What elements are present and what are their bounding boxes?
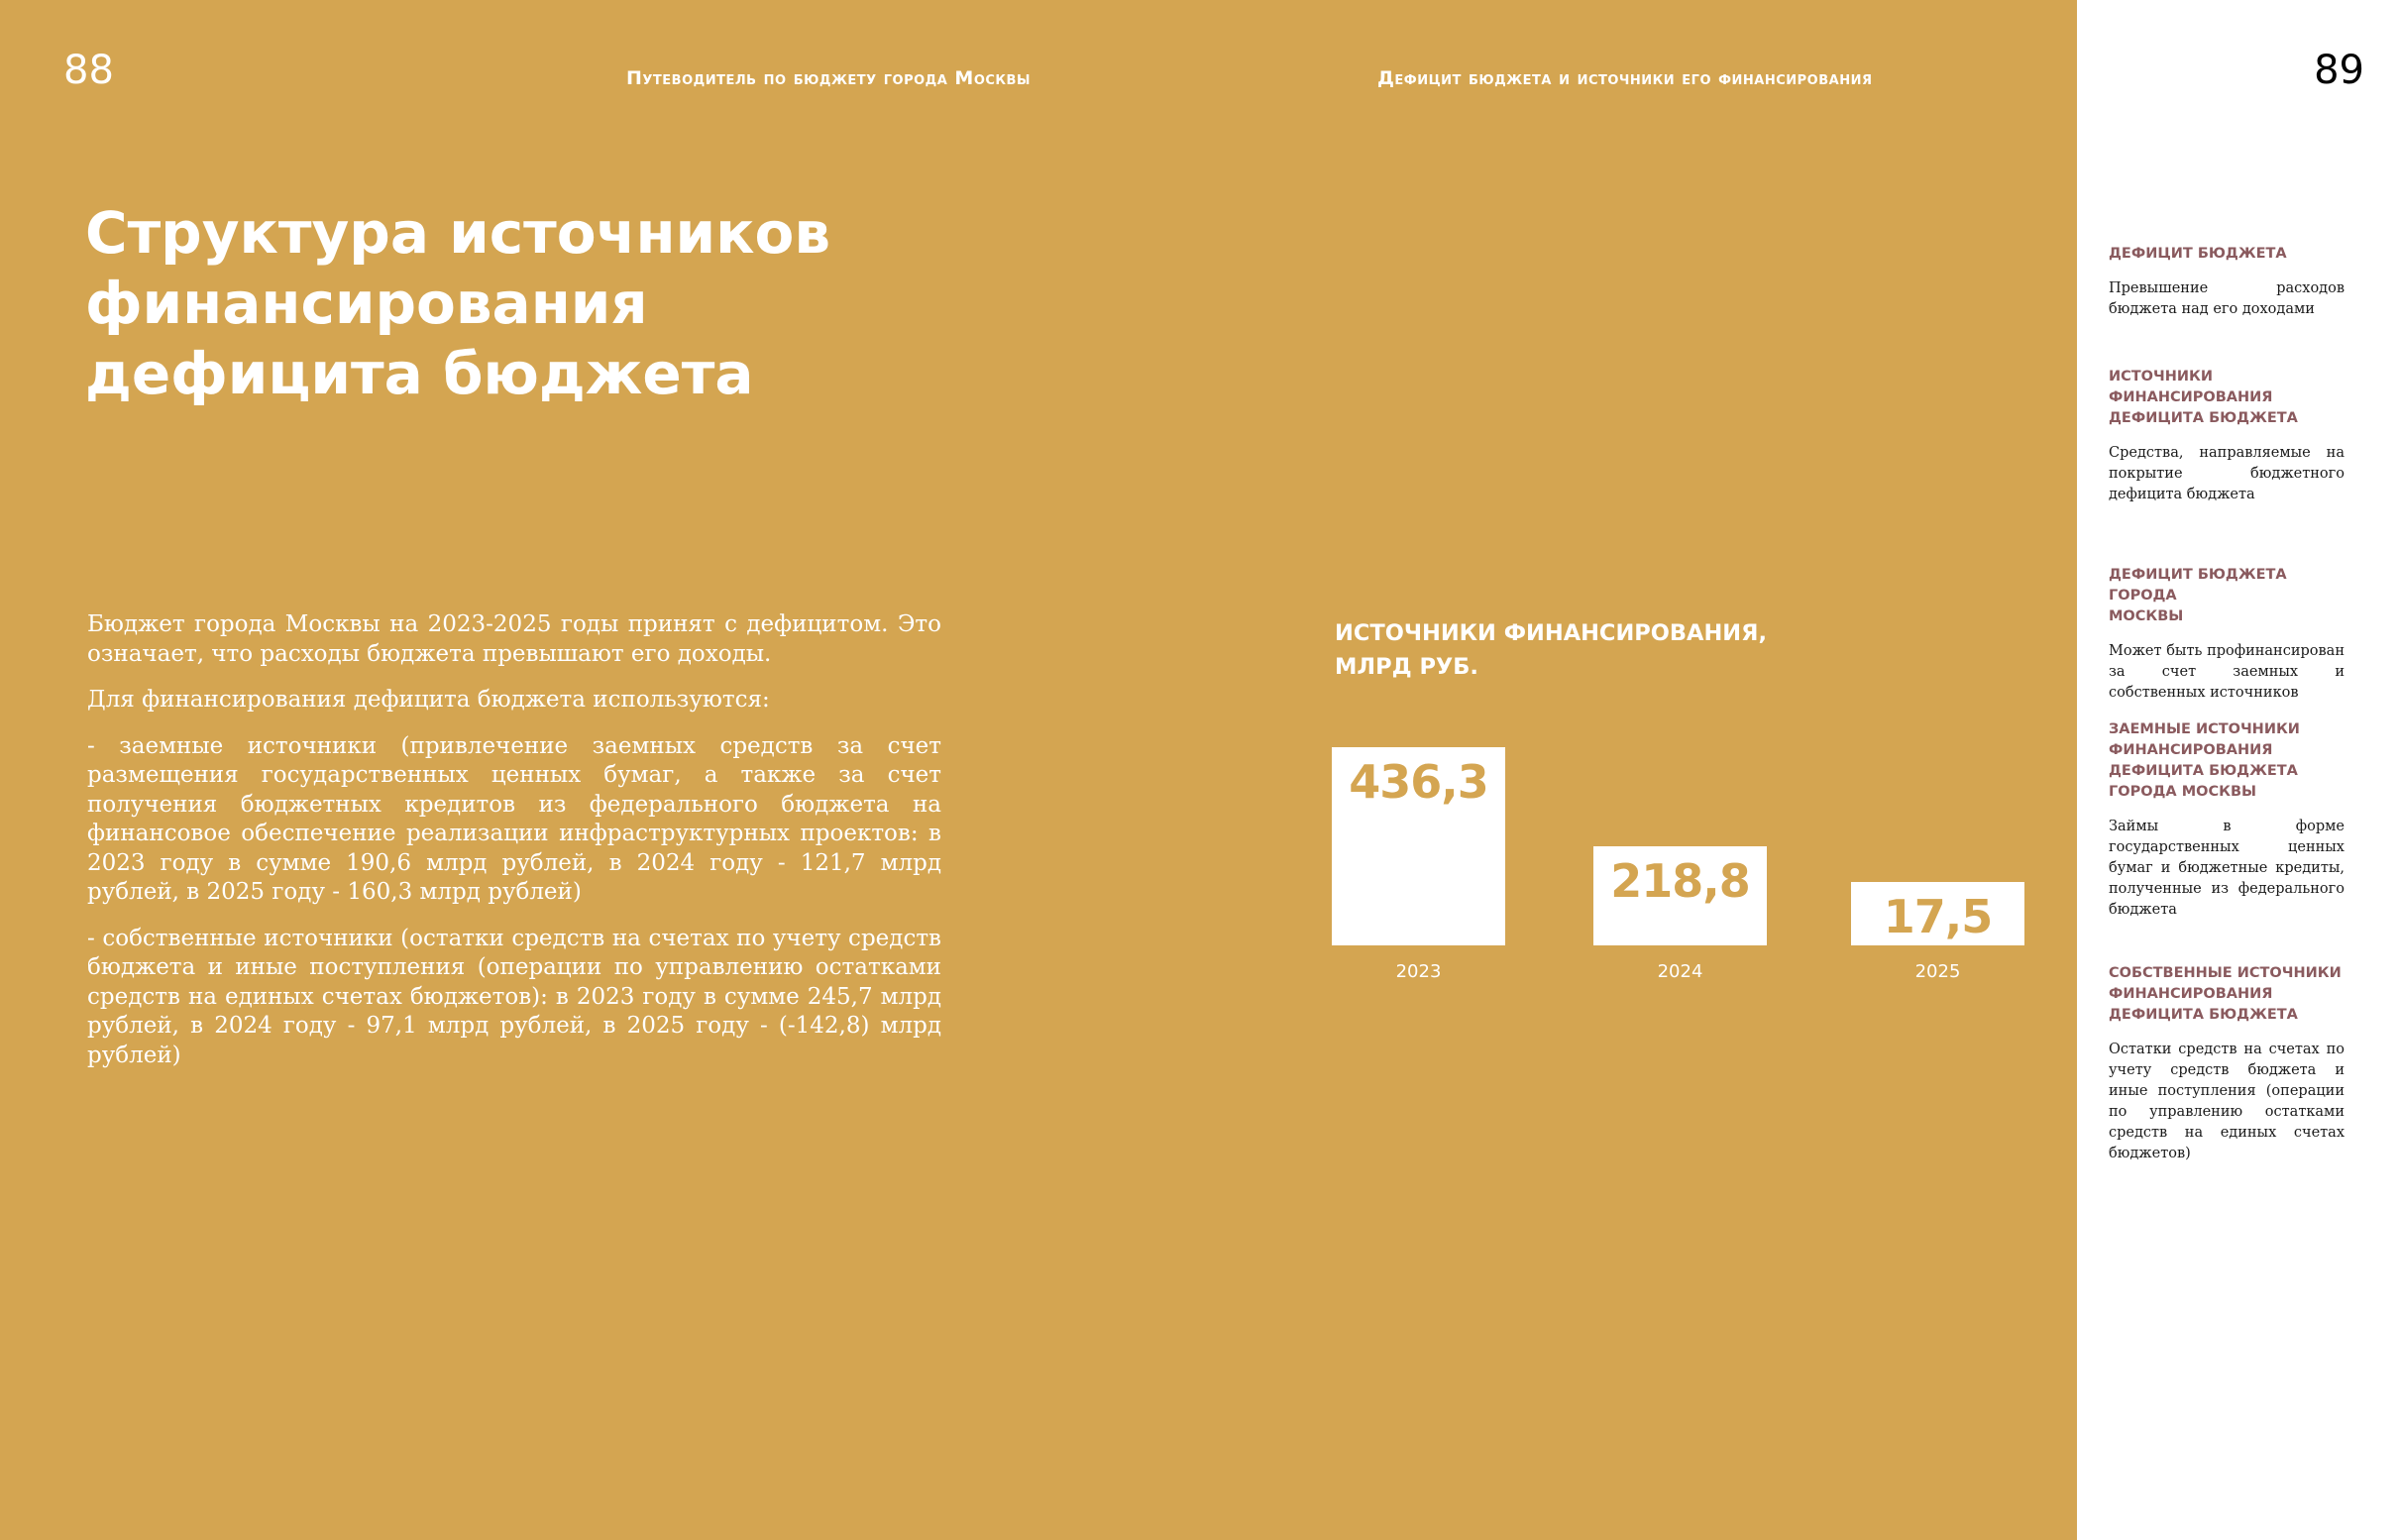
chart-title-line: ИСТОЧНИКИ ФИНАНСИРОВАНИЯ,: [1335, 620, 1767, 646]
bar-chart: [1318, 733, 2051, 1001]
glossary-definition: Займы в форме государственных ценных бумаг и бюджетные кредиты, полученные из федерального бюджета: [2109, 819, 2345, 918]
category-label: 2025: [1914, 961, 1961, 982]
glossary-term-line: ФИНАНСИРОВАНИЯ: [2109, 389, 2273, 405]
bar-value-label: 17,5: [1883, 890, 1993, 943]
glossary-definition: Может быть профинансирован за счет заемных и собственных источников: [2109, 643, 2345, 701]
bar-2024: [1593, 846, 1767, 945]
page-number-left: 88: [63, 48, 114, 93]
glossary-entry: [2109, 963, 2345, 1164]
title-line: дефицита бюджета: [85, 340, 754, 407]
bar-2025: [1851, 882, 2024, 945]
glossary-term-line: ДЕФИЦИТА БЮДЖЕТА: [2109, 1007, 2298, 1023]
glossary-definition: Средства, направляемые на покрытие бюджетного дефицита бюджета: [2109, 445, 2345, 502]
running-head-left: Путеводитель по бюджету города Москвы: [626, 67, 1031, 89]
title-line: Структура источников: [85, 199, 831, 267]
glossary-definition: Остатки средств на счетах по учету средств бюджета и иные поступления (операции по управлению остатками средств на единых счетах бюджетов): [2109, 1042, 2345, 1161]
bar-value-label: 218,8: [1610, 854, 1750, 908]
glossary-entry: [2109, 565, 2345, 704]
category-label: 2023: [1395, 961, 1442, 982]
glossary-term: [2109, 367, 2345, 429]
glossary-entry: [2109, 367, 2345, 505]
glossary-term-line: ФИНАНСИРОВАНИЯ: [2109, 742, 2273, 758]
glossary-term: [2109, 719, 2345, 803]
glossary-entry: [2109, 719, 2345, 921]
glossary-entry: [2109, 244, 2345, 320]
body-paragraph: - собственные источники (остатки средств на счетах по учету средств бюджета и иные поступления (операции по управлению остатками средств на единых счетах бюджетов): в 2023 году в сумме 245,7 млрд рублей, в 2024 году - 97,1 млрд рублей, в 2025 году - (-142,8) млрд рублей): [87, 925, 941, 1068]
body-paragraph: Для финансирования дефицита бюджета используются:: [87, 687, 770, 713]
glossary-term: [2109, 963, 2345, 1026]
bar-2023: [1332, 747, 1505, 945]
chart-title: [1335, 616, 1830, 684]
glossary-term: [2109, 565, 2345, 627]
glossary-term: [2109, 244, 2345, 265]
glossary-term-line: ФИНАНСИРОВАНИЯ: [2109, 986, 2273, 1002]
body-paragraph: Бюджет города Москвы на 2023-2025 годы принят с дефицитом. Это означает, что расходы бюджета превышают его доходы.: [87, 611, 941, 667]
body-paragraph: - заемные источники (привлечение заемных средств за счет размещения государственных ценных бумаг, а также за счет получения бюджетных кредитов из федерального бюджета на финансовое обеспечение реализации инфраструктурных проектов: в 2023 году в сумме 190,6 млрд рублей, в 2024 году - 121,7 млрд рублей, в 2025 году - 160,3 млрд рублей): [87, 732, 941, 905]
running-head-right: Дефицит бюджета и источники его финансирования: [1377, 67, 1873, 89]
category-label: 2024: [1657, 961, 1703, 982]
glossary-definition: Превышение расходов бюджета над его доходами: [2109, 280, 2345, 317]
page-number-right: 89: [2314, 48, 2364, 93]
glossary-term-line: ДЕФИЦИТ БЮДЖЕТА ГОРОДА: [2109, 567, 2287, 604]
glossary-term-line: ДЕФИЦИТ БЮДЖЕТА: [2109, 246, 2287, 262]
bar-value-label: 436,3: [1349, 755, 1488, 809]
glossary-term-line: СОБСТВЕННЫЕ ИСТОЧНИКИ: [2109, 965, 2342, 981]
glossary-term-line: МОСКВЫ: [2109, 608, 2184, 624]
glossary-term-line: ЗАЕМНЫЕ ИСТОЧНИКИ: [2109, 721, 2300, 737]
glossary-term-line: ДЕФИЦИТА БЮДЖЕТА: [2109, 763, 2298, 779]
glossary-term-line: ИСТОЧНИКИ: [2109, 369, 2213, 385]
glossary-term-line: ДЕФИЦИТА БЮДЖЕТА: [2109, 410, 2298, 426]
title-line: финансирования: [85, 270, 648, 337]
page-title: [85, 198, 977, 409]
chart-title-line: МЛРД РУБ.: [1335, 654, 1478, 680]
body-text: [87, 610, 941, 1087]
glossary-term-line: ГОРОДА МОСКВЫ: [2109, 784, 2257, 800]
